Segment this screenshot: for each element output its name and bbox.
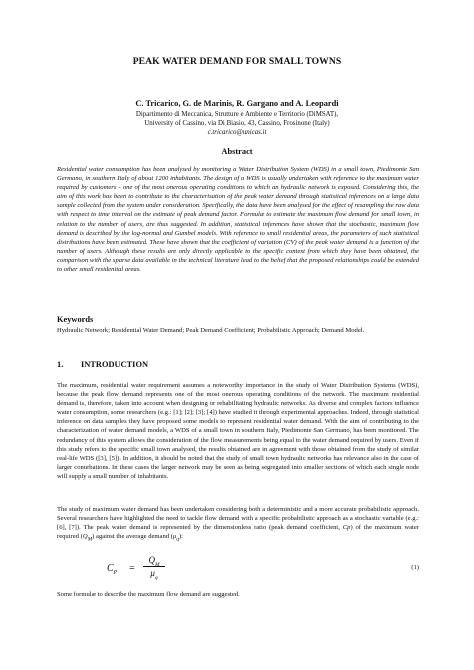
body-paragraph: The study of maximum water demand has been undertaken considering both a deterministic and a more accurate probabilistic approach. Several researchers have highlighted the need to tackle flow demand with a specific probabilistic approach as a stochastic variable (e.g.: [6], [7]). The peak water demand is represented by the dimensionless ratio (peak demand coefficient, Cp) of the maximum water required $(Q_M)$ against the average demand $(\mu_q)$:: [57, 506, 419, 543]
fraction-numerator: $Q_M$: [143, 555, 165, 567]
equation-lhs: $C_P$: [107, 563, 118, 576]
abstract-text: Residential water consumption has been analysed by monitoring a Water Distribution System (WDS) in a small town, Piedimonte San Germano, in southern Italy of about 1200 inhabitants. The design of a WDS is usually undertaken with reference to the maximum water required by customers - one of the most onerous operating conditions to which an hydraulic network is exposed. Considering this, the aim of this work has been to contribute to the characterisation of the peak water demand through statistical inferences on a large data sample collected from the system under consideration. Specifically, the data have been analysed for the effect of resampling the raw data with respect to time interval on the estimate of peak demand factor. Formulæ to estimate the maximum flow demand for small town, in relation to the number of users, are thus suggested. In addition, statistical inferences have shown that the stochastic, maximum flow demand is described by the log-normal and Gumbel models. With reference to small residential areas, the parameters of such statistical distributions have been estimated. These have shown that the coefficient of variation (CV) of the peak water demand is a function of the number of users. Although these results are only directly applicable to the specific context from which they have been obtained, the comparison with the sparse data available in the technical literature lead to the belief that the proposed relationships could be extended to other small residential areas.: [57, 166, 419, 274]
equation-fraction: [143, 555, 165, 581]
paper-title: PEAK WATER DEMAND FOR SMALL TOWNS: [132, 56, 342, 67]
affiliation-line: Dipartimento di Meccanica, Strutture e Ambiente e Territorio (DiMSAT),: [135, 111, 339, 118]
section-title: INTRODUCTION: [81, 360, 149, 369]
fraction-denominator: $\mu_q$: [150, 568, 158, 581]
affiliation-line: University of Cassino, via Di Biasio, 43, Cassino, Frosinone (Italy): [144, 120, 330, 128]
equation-equals: =: [129, 563, 135, 574]
body-paragraph: The maximum, residential water requirement assumes a noteworthy importance in the study of Water Distribution Systems (WDS), because the peak flow demand represents one of the most onerous operating conditions of the network. The maximum residential demand is, therefore, taken into account when designing or rehabilitating hydraulic networks. As diverse and complex factors influence water consumption, some researchers (e.g.: [1]; [2]; [3]; [4]) have studied it through experimental approaches. Indeed, through statistical inference on data samples they have proposed some models to represent residential water demand. With the aim of contributing to the characterization of water demand models, a WDS of a small town in southern Italy, Piedimonte San Germano, has been monitored. The redundancy of this system allows the consideration of the flow measurements being equal to the water demand required by users. Even if this study refers to the specific small town analysed, the results obtained are in agreement with those obtained from the study of similar real-life WDS ([3], [5]). In addition, it should be noted that the study of small town hydraulic networks has relevance also in the case of larger conurbations. In these cases the larger network may be seen as being segregated into smaller sections of which each single node will supply a small number of inhabitants.: [57, 382, 419, 480]
section-heading: [57, 360, 148, 369]
section-number: 1.: [57, 360, 64, 369]
abstract-heading: Abstract: [221, 147, 253, 156]
equation-number: (1): [411, 564, 419, 571]
keywords-heading: Keywords: [57, 315, 94, 324]
keywords-text: Hydraulic Network; Residential Water Demand; Peak Demand Coefficient; Probabilistic Approach; Demand Model.: [57, 327, 365, 334]
author-email: c.tricarico@unicas.it: [207, 129, 267, 137]
equation-1: [57, 555, 419, 585]
author-list: C. Tricarico, G. de Marinis, R. Gargano and A. Leopardi: [135, 99, 339, 108]
affiliation-block: [0, 110, 474, 138]
body-paragraph: Some formulæ to describe the maximum flow demand are suggested.: [57, 591, 240, 598]
